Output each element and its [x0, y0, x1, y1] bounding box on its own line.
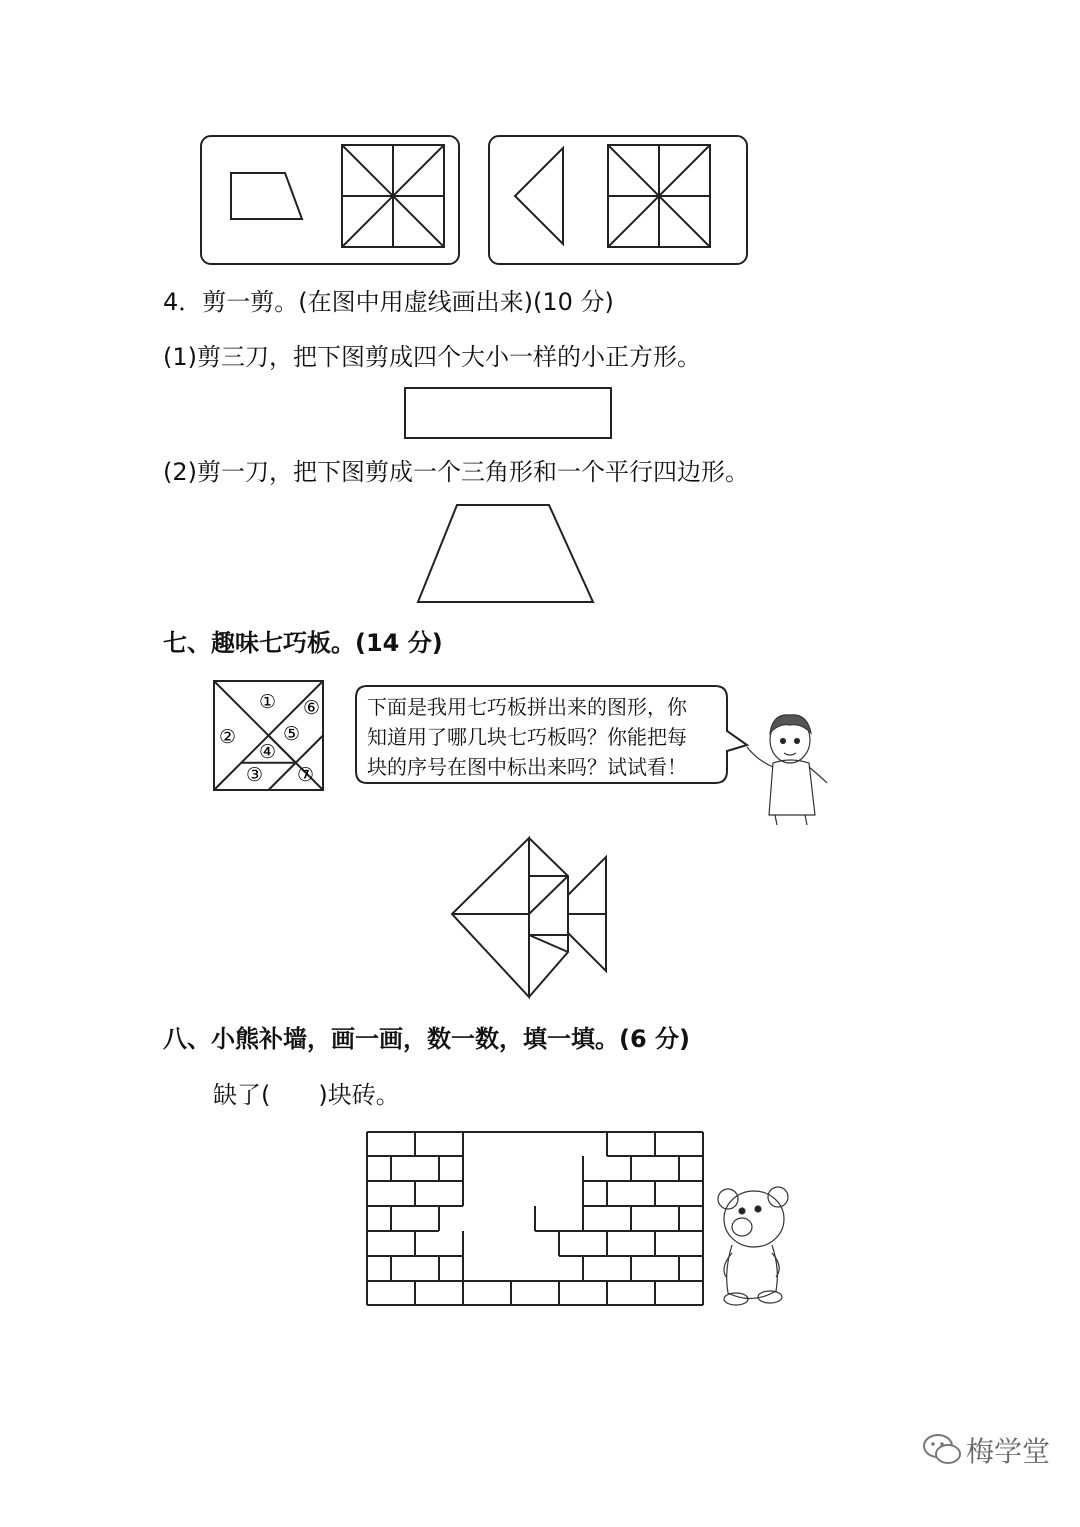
- q8-prompt: 缺了( )块砖。: [213, 1081, 400, 1109]
- piece-label-4: ④: [259, 741, 277, 763]
- piece-label-3: ③: [246, 764, 264, 786]
- q7-title: 七、趣味七巧板。(14 分): [163, 629, 443, 657]
- piece-label-2: ②: [219, 726, 237, 748]
- bubble-line-1: 下面是我用七巧板拼出来的图形，你: [367, 695, 687, 719]
- bubble-line-2: 知道用了哪几块七巧板吗？你能把每: [367, 725, 687, 749]
- q4-part2: (2)剪一刀，把下图剪成一个三角形和一个平行四边形。: [163, 458, 749, 486]
- bubble-text: [367, 692, 687, 782]
- piece-label-1: ①: [259, 691, 277, 713]
- q4-title: 4．剪一剪。(在图中用虚线画出来)(10 分): [163, 288, 614, 316]
- watermark-text: 梅学堂: [966, 1435, 1051, 1468]
- top-figures: [0, 0, 1080, 280]
- bubble-line-3: 块的序号在图中标出来吗？试试看！: [367, 755, 687, 779]
- wechat-icon: [922, 1432, 964, 1468]
- bear-illustration: [712, 1183, 802, 1313]
- rectangle-figure[interactable]: [0, 380, 1080, 440]
- tangram-square: [213, 680, 333, 800]
- piece-label-6: ⑥: [303, 697, 321, 719]
- trapezoid-figure[interactable]: [0, 500, 1080, 600]
- wall-right: [535, 1132, 703, 1281]
- q4-part1: (1)剪三刀，把下图剪成四个大小一样的小正方形。: [163, 343, 701, 371]
- piece-label-5: ⑤: [283, 723, 301, 745]
- q8-title: 八、小熊补墙，画一画，数一数，填一填。(6 分): [163, 1025, 690, 1053]
- brick-wall[interactable]: [366, 1131, 706, 1311]
- tangram-fish[interactable]: [450, 835, 670, 1005]
- boy-illustration: [735, 705, 845, 835]
- piece-label-7: ⑦: [297, 764, 315, 786]
